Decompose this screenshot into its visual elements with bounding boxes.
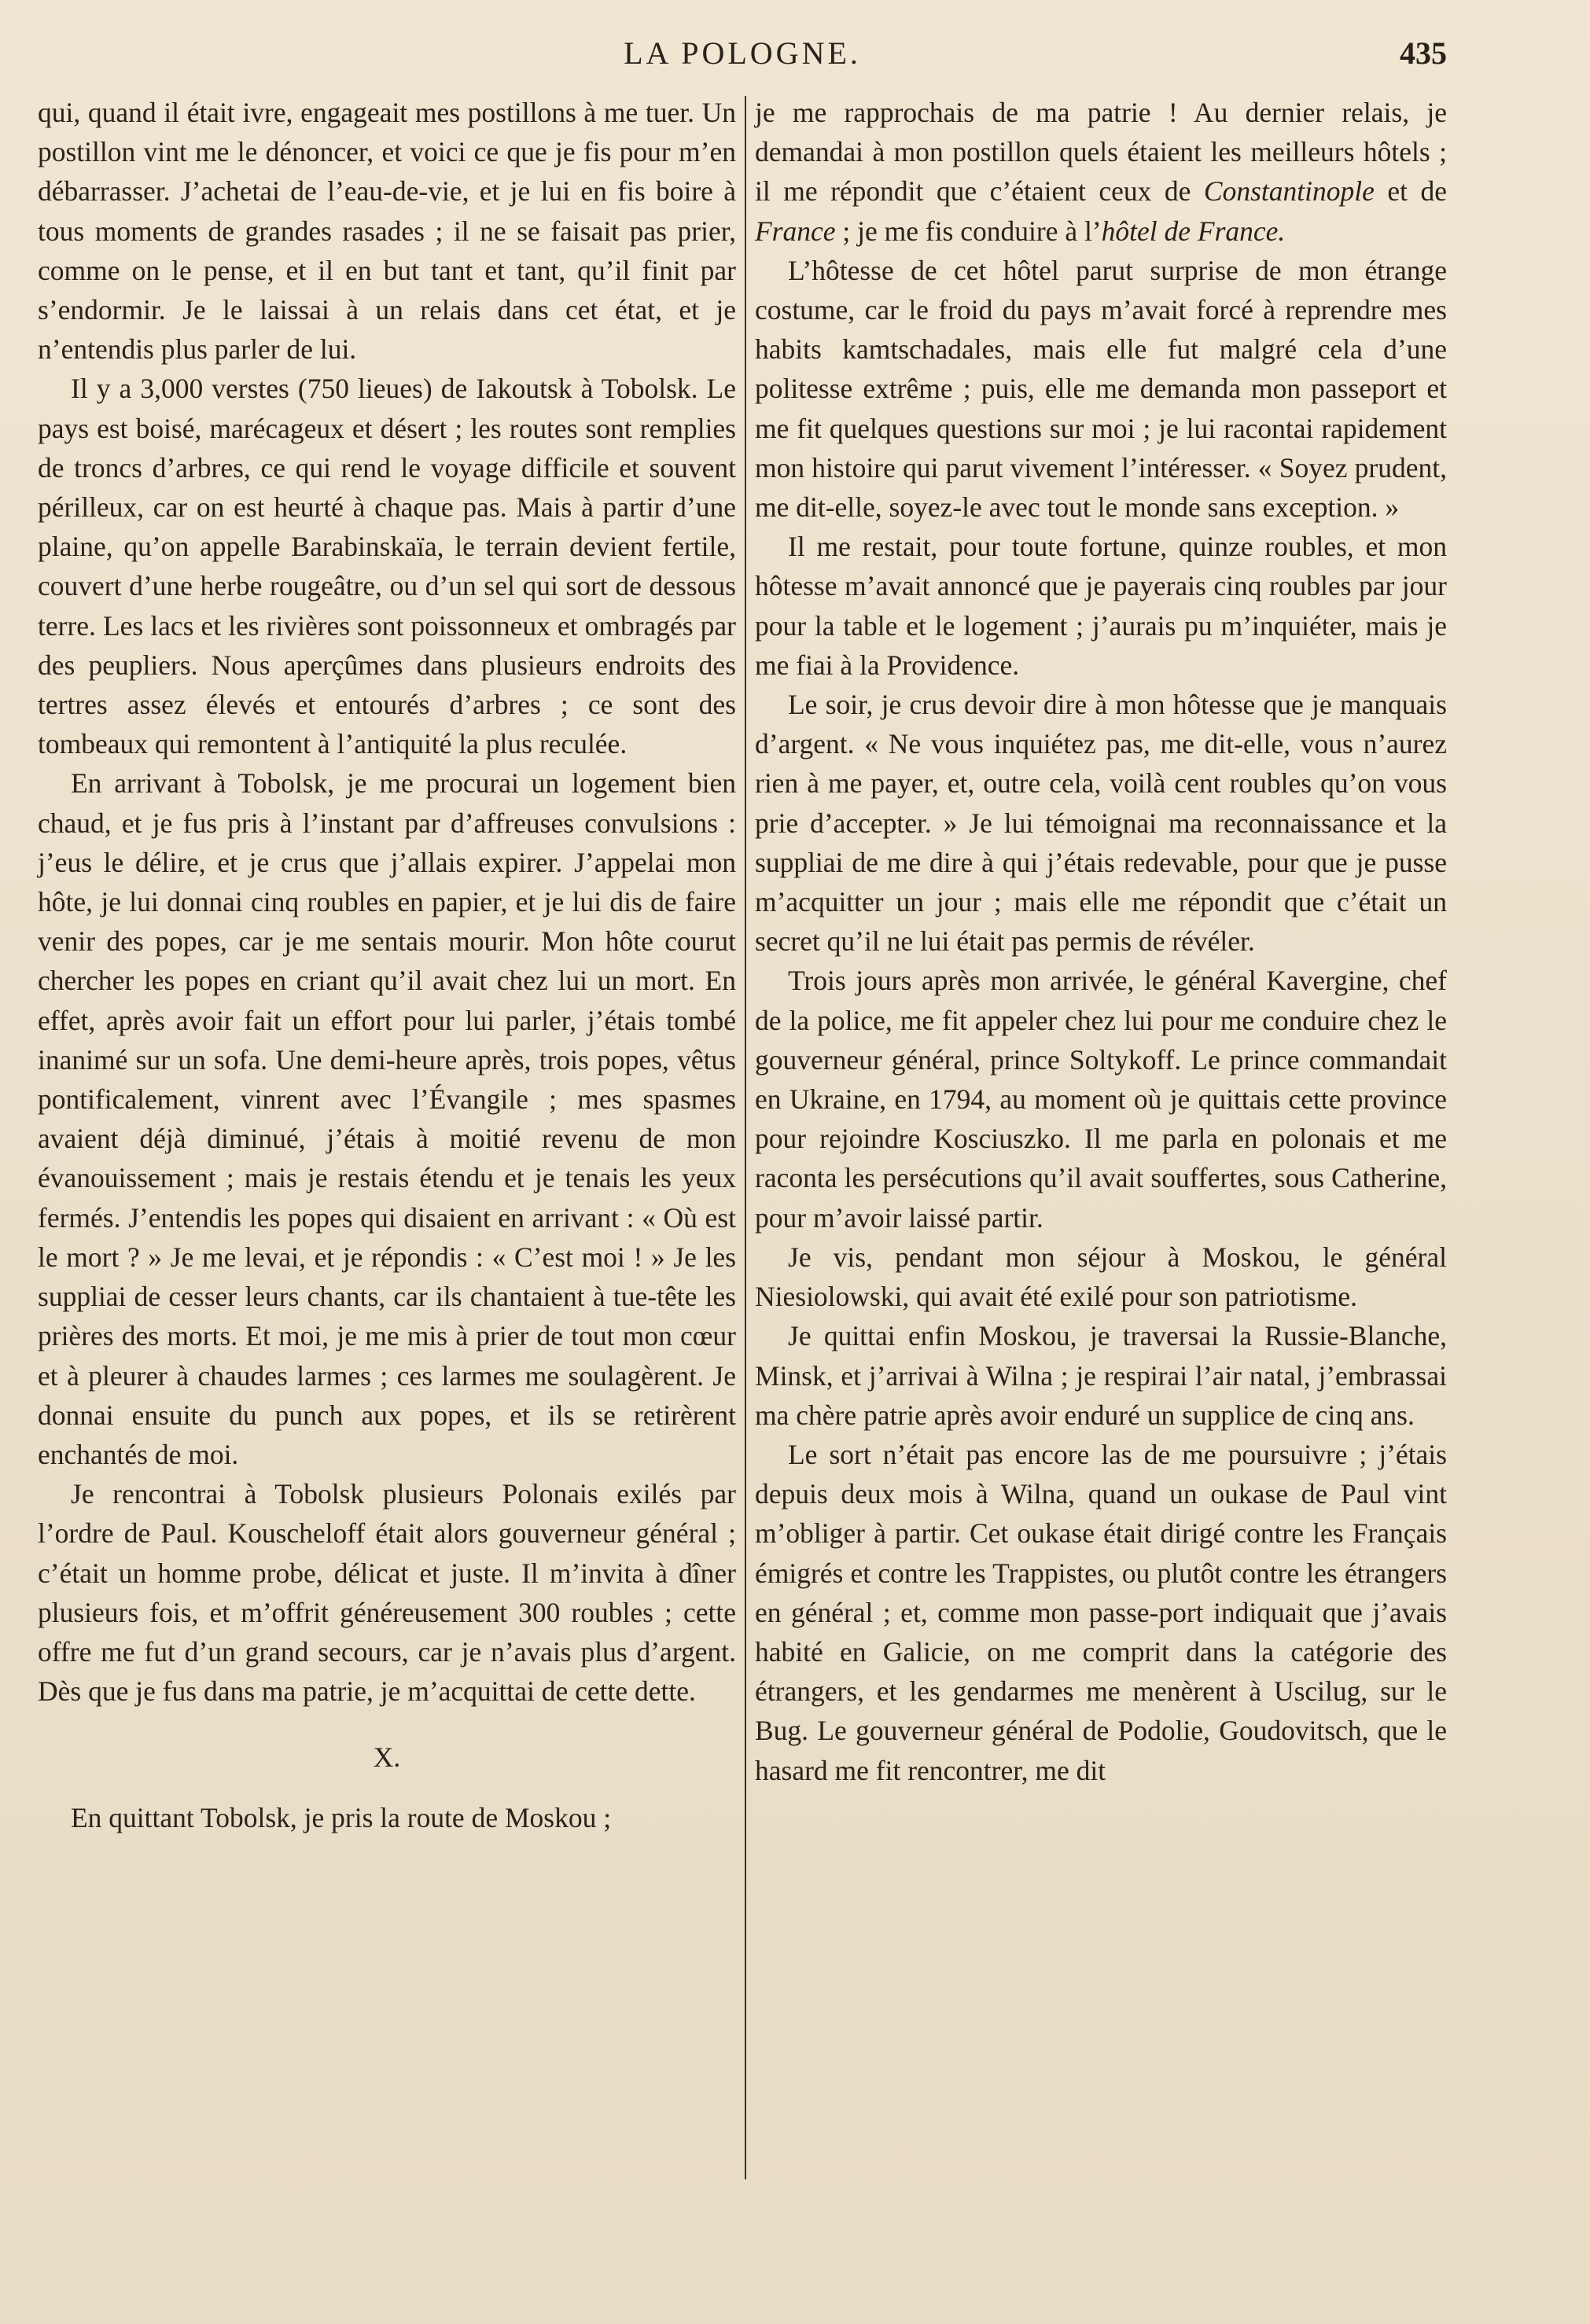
paragraph xyxy=(755,93,1447,251)
paragraph: En arrivant à Tobolsk, je me procurai un logement bien chaud, et je fus pris à l’instant par d’affreuses convulsions : j’eus le délire, et je crus que j’allais expirer. J’appelai mon hôte, je lui donnai cinq roubles en papier, et je lui dis de faire venir des popes, car je me sentais mourir. Mon hôte courut chercher les popes en criant qu’il avait chez lui un mort. En effet, après avoir fait un effort pour lui parler, j’étais tombé inanimé sur un sofa. Une demi-heure après, trois popes, vêtus pontificalement, vinrent avec l’Évangile ; mes spasmes avaient déjà diminué, j’étais à moitié revenu de mon évanouissement ; mais je restais étendu et je tenais les yeux fermés. J’entendis les popes qui disaient en arrivant : « Où est le mort ? » Je me levai, et je répondis : « C’est moi ! » Je les suppliai de cesser leurs chants, car ils chantaient à tue-tête les prières des morts. Et moi, je me mis à prier de tout mon cœur et à pleurer à chaudes larmes ; ces larmes me soulagèrent. Je donnai ensuite du punch aux popes, et ils se retirèrent enchantés de moi. xyxy=(38,767,736,1470)
paragraph: Le sort n’était pas encore las de me poursuivre ; j’étais depuis deux mois à Wilna, quand un oukase de Paul vint m’obliger à partir. Cet oukase était dirigé contre les Français émigrés et contre les Trappistes, ou plutôt contre les étrangers en général ; et, comme mon passe-port indiquait que j’avais habité en Galicie, on me comprit dans la catégorie des étrangers, et les gendarmes me menèrent à Uscilug, sur le Bug. Le gouverneur général de Podolie, Goudovitsch, que le hasard me fit rencontrer, me dit xyxy=(755,1438,1447,1786)
right-column xyxy=(755,93,1447,1790)
text-run: ; je me fis conduire à l’ xyxy=(835,215,1102,247)
paragraph: En quittant Tobolsk, je pris la route de Moskou ; xyxy=(71,1801,612,1833)
paragraph: Je quittai enfin Moskou, je traversai la Russie-Blanche, Minsk, et j’arrivai à Wilna ; je respirai l’air natal, j’embrassai ma chère patrie après avoir enduré un supplice de cinq ans. xyxy=(755,1320,1447,1431)
paragraph: Je rencontrai à Tobolsk plusieurs Polonais exilés par l’ordre de Paul. Kouscheloff était alors gouverneur général ; c’était un homme probe, délicat et juste. Il m’invita à dîner plusieurs fois, et m’offrit généreusement 300 roubles ; cette offre me fut d’un grand secours, car je n’avais plus d’argent. Dès que je fus dans ma patrie, je m’acquittai de cette dette. xyxy=(38,1478,736,1708)
column-divider xyxy=(745,96,746,2179)
text-run: et de xyxy=(1374,175,1447,208)
paragraph: Il me restait, pour toute fortune, quinze roubles, et mon hôtesse m’avait annoncé que je payerais cinq roubles par jour pour la table et le logement ; j’aurais pu m’inquiéter, mais je me fiai à la Providence. xyxy=(755,531,1447,681)
paragraph: Le soir, je crus devoir dire à mon hôtesse que je manquais d’argent. « Ne vous inquiétez pas, me dit-elle, vous n’aurez rien à me payer, et, outre cela, voilà cent roubles qu’on vous prie d’accepter. » Je lui témoignai ma reconnaissance et la suppliai de me dire à qui j’étais redevable, pour que je pusse m’acquitter un jour ; mais elle me répondit que c’était un secret qu’il ne lui était pas permis de révéler. xyxy=(755,689,1447,958)
italic-text: France xyxy=(755,215,836,247)
paragraph: Il y a 3,000 verstes (750 lieues) de Iakoutsk à Tobolsk. Le pays est boisé, marécageux et désert ; les routes sont remplies de troncs d’arbres, ce qui rend le voyage difficile et souvent périlleux, car on est heurté à chaque pas. Mais à partir d’une plaine, qu’on appelle Barabinskaïa, le terrain devient fertile, couvert d’une herbe rougeâtre, ou d’un sel qui sort de dessous terre. Les lacs et les rivières sont poissonneux et ombragés par des peupliers. Nous aperçûmes dans plusieurs endroits des tertres assez élevés et entourés d’arbres ; ce sont des tombeaux qui remontent à l’antiquité la plus reculée. xyxy=(38,373,736,760)
paragraph: Trois jours après mon arrivée, le général Kavergine, chef de la police, me fit appeler chez lui pour me conduire chez le gouverneur général, prince Soltykoff. Le prince commandait en Ukraine, en 1794, au moment où je quittais cette province pour rejoindre Kosciuszko. Il me parla en polonais et me raconta les persécutions qu’il avait souffertes, sous Catherine, pour m’avoir laissé partir. xyxy=(755,965,1447,1234)
paragraph: Je vis, pendant mon séjour à Moskou, le général Niesiolowski, qui avait été exilé pour son patriotisme. xyxy=(755,1241,1447,1313)
left-column xyxy=(38,93,736,1837)
paragraph: qui, quand il était ivre, engageait mes postillons à me tuer. Un postillon vint me le dénoncer, et voici ce que je fis pour m’en débarrasser. J’achetai de l’eau-de-vie, et je lui en fis boire à tous moments de grandes rasades ; il ne se faisait pas prier, comme on le pense, et il en but tant et tant, qu’il finit par s’endormir. Je le laissai à un relais dans cet état, et je n’entendis plus parler de lui. xyxy=(38,97,736,366)
page-number: 435 xyxy=(1400,35,1447,71)
section-heading: X. xyxy=(373,1741,401,1774)
text-run: je me rapprochais de ma patrie ! Au dernier relais, je demandai à mon postillon quels étaient les meilleurs hôtels ; il me répondit que c’étaient ceux de xyxy=(755,97,1447,208)
paragraph: L’hôtesse de cet hôtel parut surprise de mon étrange costume, car le froid du pays m’avait forcé à reprendre mes habits kamtschadales, mais elle fut malgré cela d’une politesse extrême ; puis, elle me demanda mon passeport et me fit quelques questions sur moi ; je lui racontai rapidement mon histoire qui parut vivement l’intéresser. « Soyez prudent, me dit-elle, soyez-le avec tout le monde sans exception. » xyxy=(755,254,1447,524)
italic-text: Constantinople xyxy=(1203,175,1375,208)
running-header xyxy=(38,35,1447,82)
italic-text: hôtel de France. xyxy=(1101,215,1286,247)
running-title: LA POLOGNE. xyxy=(624,35,861,71)
